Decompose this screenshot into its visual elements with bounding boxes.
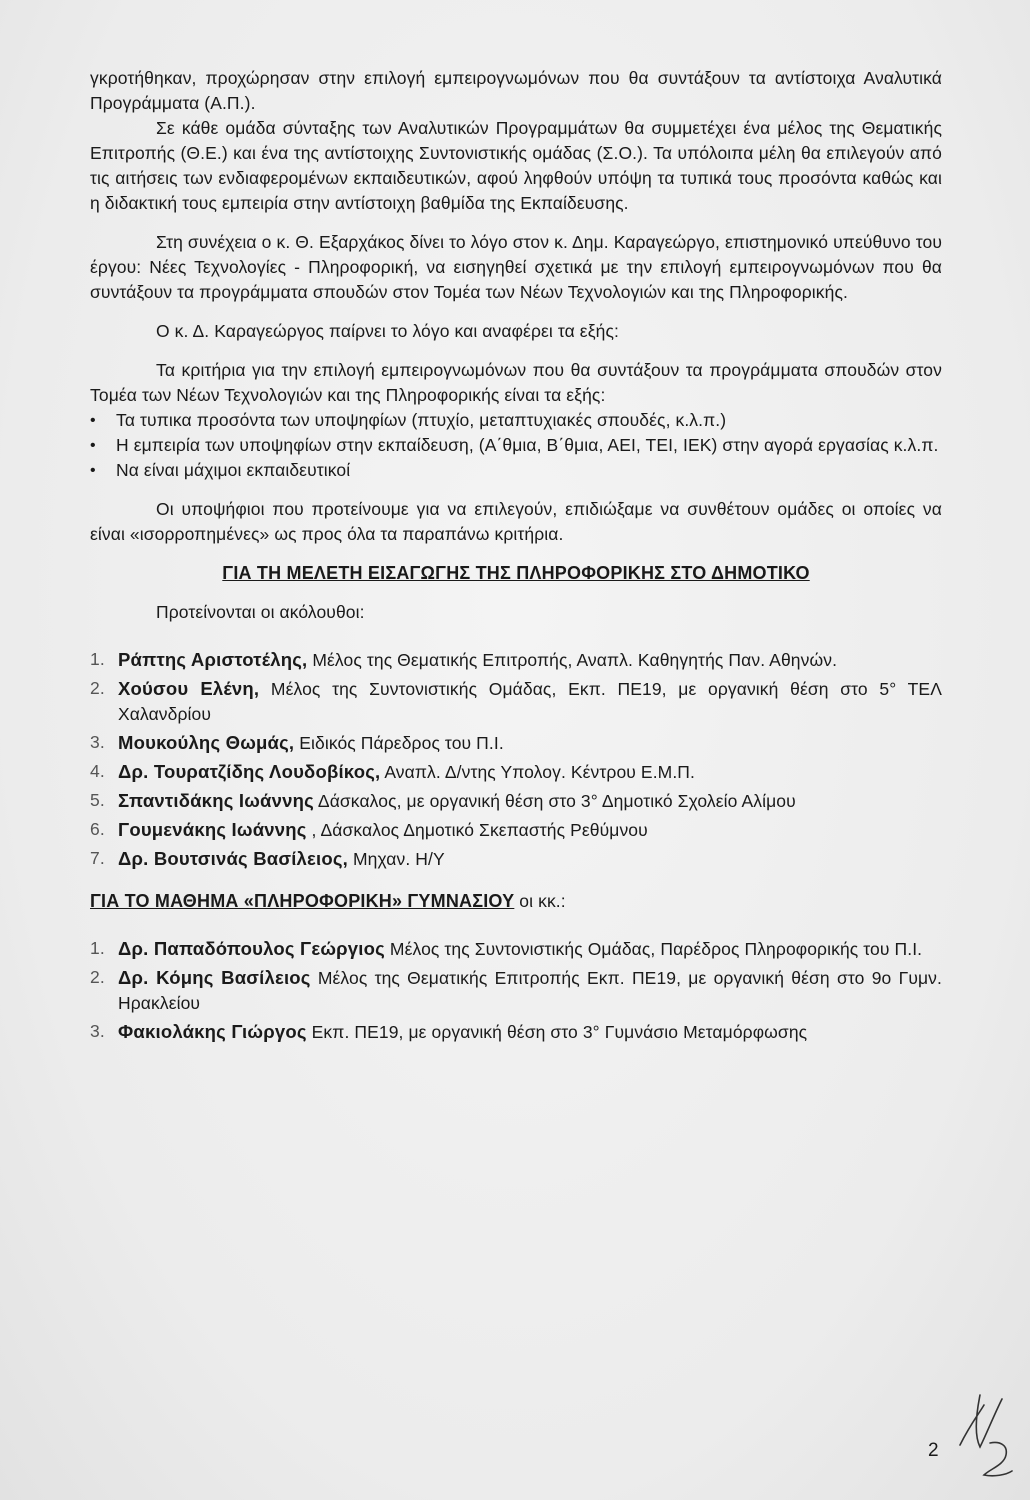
page-content — [90, 66, 942, 1048]
paragraph-2: Σε κάθε ομάδα σύνταξης των Αναλυτικών Προγραμμάτων θα συμμετέχει ένα μέλος της Θεματικής Επιτροπής (Θ.Ε.) και ένα της αντίστοιχης Συντονιστικής ομάδας (Σ.Ο.). Τα υπόλοιπα μέλη θα επιλεγούν από τις αιτήσεις των ενδιαφερομένων εκπαιδευτικών, αφού ληφθούν υπόψη τα τυπικά τους προσόντα καθώς και η διδακτική τους εμπειρία στην αντίστοιχη βαθμίδα της Εκπαίδευσης. — [90, 118, 942, 213]
section-heading-suffix: οι κκ.: — [514, 891, 566, 911]
list-item: 3. Μουκούλης Θωμάς, Ειδικός Πάρεδρος του Π.Ι. — [90, 732, 504, 753]
person-name: Σπαντιδάκης Ιωάννης — [118, 790, 314, 811]
section-heading-secondary: ΓΙΑ ΤΟ ΜΑΘΗΜΑ «ΠΛΗΡΟΦΟΡΙΚΗ» ΓΥΜΝΑΣΙΟΥ — [90, 891, 515, 911]
person-name: Ράπτης Αριστοτέλης, — [118, 649, 308, 670]
list-item: 1. Δρ. Παπαδόπουλος Γεώργιος Μέλος της Συντονιστικής Ομάδας, Παρέδρος Πληροφορικής του Π.Ι. — [90, 938, 923, 959]
secondary-candidates-list — [90, 936, 942, 1045]
person-name: Δρ. Παπαδόπουλος Γεώργιος — [118, 938, 385, 959]
person-desc: Μέλος της Συντονιστικής Ομάδας, Παρέδρος Πληροφορικής του Π.Ι. — [384, 939, 923, 959]
list-item: 4. Δρ. Τουρατζίδης Λουδοβίκος, Αναπλ. Δ/ντης Υπολογ. Κέντρου Ε.Μ.Π. — [90, 761, 696, 782]
person-desc: Εκπ. ΠΕ19, με οργανική θέση στο 3° Γυμνάσιο Μεταμόρφωσης — [306, 1022, 808, 1042]
list-item: 2. Χούσου Ελένη, Μέλος της Συντονιστικής Ομάδας, Εκπ. ΠΕ19, με οργανική θέση στο 5° ΤΕΛ Χαλανδρίου — [90, 678, 942, 724]
list-item: 5. Σπαντιδάκης Ιωάννης Δάσκαλος, με οργανική θέση στο 3° Δημοτικό Σχολείο Αλίμου — [90, 790, 796, 811]
person-desc: Μέλος της Θεματικής Επιτροπής, Αναπλ. Καθηγητής Παν. Αθηνών. — [307, 650, 838, 670]
person-name: Δρ. Τουρατζίδης Λουδοβίκος, — [118, 761, 381, 782]
person-desc: , Δάσκαλος Δημοτικό Σκεπαστής Ρεθύμνου — [306, 820, 648, 840]
paragraph-5: Τα κριτήρια για την επιλογή εμπειρογνωμόνων που θα συντάξουν τα προγράμματα σπουδών στον Τομέα των Νέων Τεχνολογιών και της Πληροφορικής είναι τα εξής: — [90, 360, 942, 405]
person-name: Δρ. Βουτσινάς Βασίλειος, — [118, 848, 349, 869]
person-name: Δρ. Κόμης Βασίλειος — [118, 967, 311, 988]
paragraph-1: γκροτήθηκαν, προχώρησαν στην επιλογή εμπειρογνωμόνων που θα συντάξουν τα αντίστοιχα Αναλυτικά Προγράμματα (Α.Π.). — [90, 68, 942, 113]
signature-initials — [950, 1385, 1020, 1485]
person-name: Φακιολάκης Γιώργος — [118, 1021, 307, 1042]
paragraph-4: Ο κ. Δ. Καραγεώργος παίρνει το λόγο και αναφέρει τα εξής: — [156, 321, 619, 341]
list-item: 7. Δρ. Βουτσινάς Βασίλειος, Μηχαν. Η/Υ — [90, 848, 445, 869]
person-desc: Μέλος της Συντονιστικής Ομάδας, Εκπ. ΠΕ19, με οργανική θέση στο 5° ΤΕΛ Χαλανδρίου — [118, 679, 942, 724]
person-desc: Ειδικός Πάρεδρος του Π.Ι. — [294, 733, 504, 753]
person-desc: Μέλος της Θεματικής Επιτροπής Εκπ. ΠΕ19, με οργανική θέση στο 9ο Γυμν. Ηρακλείου — [118, 968, 942, 1013]
person-desc: Δάσκαλος, με οργανική θέση στο 3° Δημοτικό Σχολείο Αλίμου — [313, 791, 796, 811]
person-desc: Αναπλ. Δ/ντης Υπολογ. Κέντρου Ε.Μ.Π. — [380, 762, 696, 782]
list-item: 1. Ράπτης Αριστοτέλης, Μέλος της Θεματικής Επιτροπής, Αναπλ. Καθηγητής Παν. Αθηνών. — [90, 649, 838, 670]
criteria-item: • Τα τυπικα προσόντα των υποψηφίων (πτυχίο, μεταπτυχιακές σπουδές, κ.λ.π.) — [90, 408, 942, 433]
person-name: Γουμενάκης Ιωάννης — [118, 819, 307, 840]
page-number: 2 — [928, 1440, 939, 1461]
criteria-list — [90, 408, 942, 483]
section-heading-secondary-line — [90, 889, 942, 914]
paragraph-3: Στη συνέχεια ο κ. Θ. Εξαρχάκος δίνει το λόγο στον κ. Δημ. Καραγεώργο, επιστημονικό υπεύθυνο του έργου: Νέες Τεχνολογίες - Πληροφορική, να εισηγηθεί σχετικά με την επιλογή εμπειρογνωμόνων που θα συντάξουν τα προγράμματα σπουδών στον Τομέα των Νέων Τεχνολογιών και της Πληροφορικής. — [90, 232, 942, 302]
list-item: 6. Γουμενάκης Ιωάννης , Δάσκαλος Δημοτικό Σκεπαστής Ρεθύμνου — [90, 819, 648, 840]
person-name: Χούσου Ελένη, — [118, 678, 260, 699]
list-item: 3. Φακιολάκης Γιώργος Εκπ. ΠΕ19, με οργανική θέση στο 3° Γυμνάσιο Μεταμόρφωσης — [90, 1021, 808, 1042]
list-item: 2. Δρ. Κόμης Βασίλειος Μέλος της Θεματικής Επιτροπής Εκπ. ΠΕ19, με οργανική θέση στο 9ο Γυμν. Ηρακλείου — [90, 967, 942, 1013]
primary-candidates-list — [90, 647, 942, 872]
criteria-item: • Να είναι μάχιμοι εκπαιδευτικοί — [90, 458, 942, 483]
section-intro: Προτείνονται οι ακόλουθοι: — [156, 602, 365, 622]
criteria-item: • Η εμπειρία των υποψηφίων στην εκπαίδευση, (Α΄θμια, Β΄θμια, ΑΕΙ, ΤΕΙ, ΙΕΚ) στην αγορά εργασίας κ.λ.π. — [90, 433, 942, 458]
person-desc: Μηχαν. Η/Υ — [348, 849, 445, 869]
section-heading-primary: ΓΙΑ ΤΗ ΜΕΛΕΤΗ ΕΙΣΑΓΩΓΗΣ ΤΗΣ ΠΛΗΡΟΦΟΡΙΚΗΣ ΣΤΟ ΔΗΜΟΤΙΚΟ — [222, 563, 810, 583]
paragraph-6: Οι υποψήφιοι που προτείνουμε για να επιλεγούν, επιδιώξαμε να συνθέτουν ομάδες οι οποίες να είναι «ισορροπημένες» ως προς όλα τα παραπάνω κριτήρια. — [90, 499, 942, 544]
person-name: Μουκούλης Θωμάς, — [118, 732, 295, 753]
